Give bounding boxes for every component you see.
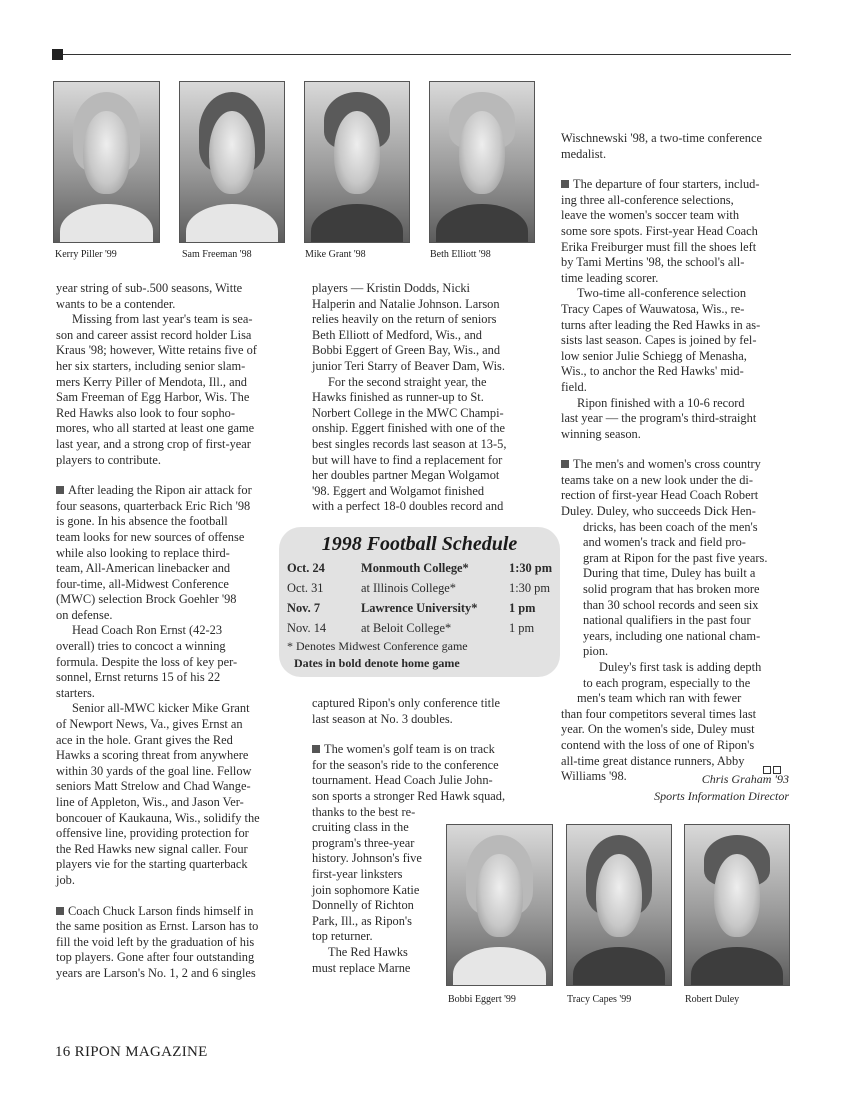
schedule-row: Oct. 31 at Illinois College* 1:30 pm <box>287 581 550 595</box>
article-column-2-lower: captured Ripon's only conference title last season at No. 3 doubles. The women's golf team is on track for the season's ride to the conference tournament. Head Coach Julie John- son sports a stronger Red Hawk squad, thanks to the best re- cruiting class in the program's three-year history. Johnson's five first-year linksters join sophomore Katie Donnelly of Richton Park, Ill., as Ripon's top returner. The Red Hawks must replace Marne <box>312 696 506 975</box>
page-footer: 16 RIPON MAGAZINE <box>55 1044 208 1060</box>
photo-caption: Tracy Capes '99 <box>567 994 632 1005</box>
section-rule-square <box>52 49 63 60</box>
photo-caption: Beth Elliott '98 <box>430 249 491 260</box>
photo-robert-duley <box>684 824 790 986</box>
schedule-note-home: Dates in bold denote home game <box>294 656 460 670</box>
schedule-note-conference: * Denotes Midwest Conference game <box>287 639 468 653</box>
paragraph-bullet-square <box>56 907 64 915</box>
photo-kerry-piller <box>53 81 160 243</box>
article-column-2-upper: players — Kristin Dodds, Nicki Halperin and Natalie Johnson. Larson relies heavily on the return of seniors Beth Elliott of Medford, Wis., and Bobbi Eggert of Green Bay, Wis., and junior Teri Starry of Beaver Dam, Wis. For the second straight year, the Hawks finished as runner-up to St. Norbert College in the MWC Champi- onship. Eggert finished with one of the best singles records last season at 13-5, but will have to find a replacement for her doubles partner Megan Wolgamot '98. Eggert and Wolgamot finished with a perfect 18-0 doubles record and <box>312 281 507 514</box>
football-schedule-box <box>279 527 560 677</box>
author-title: Sports Information Director <box>654 789 789 803</box>
section-rule-line <box>63 54 791 55</box>
schedule-row: Nov. 7 Lawrence University* 1 pm <box>287 601 536 615</box>
article-column-1: year string of sub-.500 seasons, Witte wants to be a contender. Missing from last year's team is sea- son and career assist record holder Lisa Kraus '98; however, Witte retains five of her six starters, including senior slam- mers Kerry Piller of Mendota, Ill., and Sam Freeman of Egg Harbor, Wis. The Red Hawks also look to four sopho- mores, who all started at least one game last year, and a strong crop of first-year players to contribute. After leading the Ripon air attack for four seasons, quarterback Eric Rich '98 is gone. In his absence the football team looks for new sources of offense while also looking to replace third- team, All-American linebacker and four-time, all-Midwest Conference (MWC) selection Brock Goehler '98 on defense. Head Coach Ron Ernst (42-23 overall) tries to concoct a winning formula. Despite the loss of key per- sonnel, Ernst returns 15 of his 22 starters. Senior all-MWC kicker Mike Grant of Newport News, Va., gives Ernst an ace in the hole. Grant gives the Red Hawks a scoring threat from anywhere within 30 yards of the goal line. Fellow seniors Matt Strelow and Chad Wange- line of Appleton, Wis., and Jason Ver- boncouer of Kaukauna, Wis., solidify the offensive line, providing protection for the Red Hawks new signal caller. Four players vie for the starting quarterback job. Coach Chuck Larson finds himself in the same position as Ernst. Larson has to fill the void left by the graduation of his top players. Gone after four outstanding years are Larson's No. 1, 2 and 6 singles <box>56 281 260 980</box>
article-column-3: Wischnewski '98, a two-time conference medalist. The departure of four starters, includ- ing three all-conference selections, leave the women's soccer team with some sore spots. First-year Head Coach Erika Freiburger must fill the shoes left by Tami Mertins '98, the school's all- time leading scorer. Two-time all-conference selection Tracy Capes of Wauwatosa, Wis., re- turns after leading the Red Hawks in as- sists last season. Capes is joined by fel- low senior Julie Schiegg of Menasha, Wis., to anchor the Red Hawks' mid- field. Ripon finished with a 10-6 record last year — the program's third-straight winning season. The men's and women's cross country teams take on a new look under the di- rection of first-year Head Coach Robert Duley. Duley, who succeeds Dick Hen- dricks, has been coach of the men's and women's track and field pro- gram at Ripon for the past five years. During that time, Duley has built a solid program that has broken more than 30 school records and seen six national qualifiers in the past four years, including one national cham- pion. Duley's first task is adding depth to each program, especially to the men's team which ran with fewer than four competitors several times last year. On the women's side, Duley must contend with the loss of one of Ripon's all-time great distance runners, Abby Williams '98. <box>561 131 768 784</box>
photo-caption: Kerry Piller '99 <box>55 249 117 260</box>
photo-caption: Sam Freeman '98 <box>182 249 252 260</box>
author-name: Chris Graham '93 <box>701 772 789 786</box>
paragraph-bullet-square <box>561 460 569 468</box>
photo-caption: Mike Grant '98 <box>305 249 366 260</box>
photo-tracy-capes <box>566 824 672 986</box>
photo-sam-freeman <box>179 81 285 243</box>
photo-caption: Robert Duley <box>685 994 740 1005</box>
paragraph-bullet-square <box>312 745 320 753</box>
schedule-row: Oct. 24 Monmouth College* 1:30 pm <box>287 561 553 575</box>
photo-beth-elliott <box>429 81 535 243</box>
schedule-row: Nov. 14 at Beloit College* 1 pm <box>287 621 535 635</box>
end-of-article-mark <box>763 761 785 770</box>
schedule-title: 1998 Football Schedule <box>321 533 518 555</box>
photo-mike-grant <box>304 81 410 243</box>
photo-caption: Bobbi Eggert '99 <box>448 994 516 1005</box>
paragraph-bullet-square <box>561 180 569 188</box>
paragraph-bullet-square <box>56 486 64 494</box>
photo-bobbi-eggert <box>446 824 553 986</box>
